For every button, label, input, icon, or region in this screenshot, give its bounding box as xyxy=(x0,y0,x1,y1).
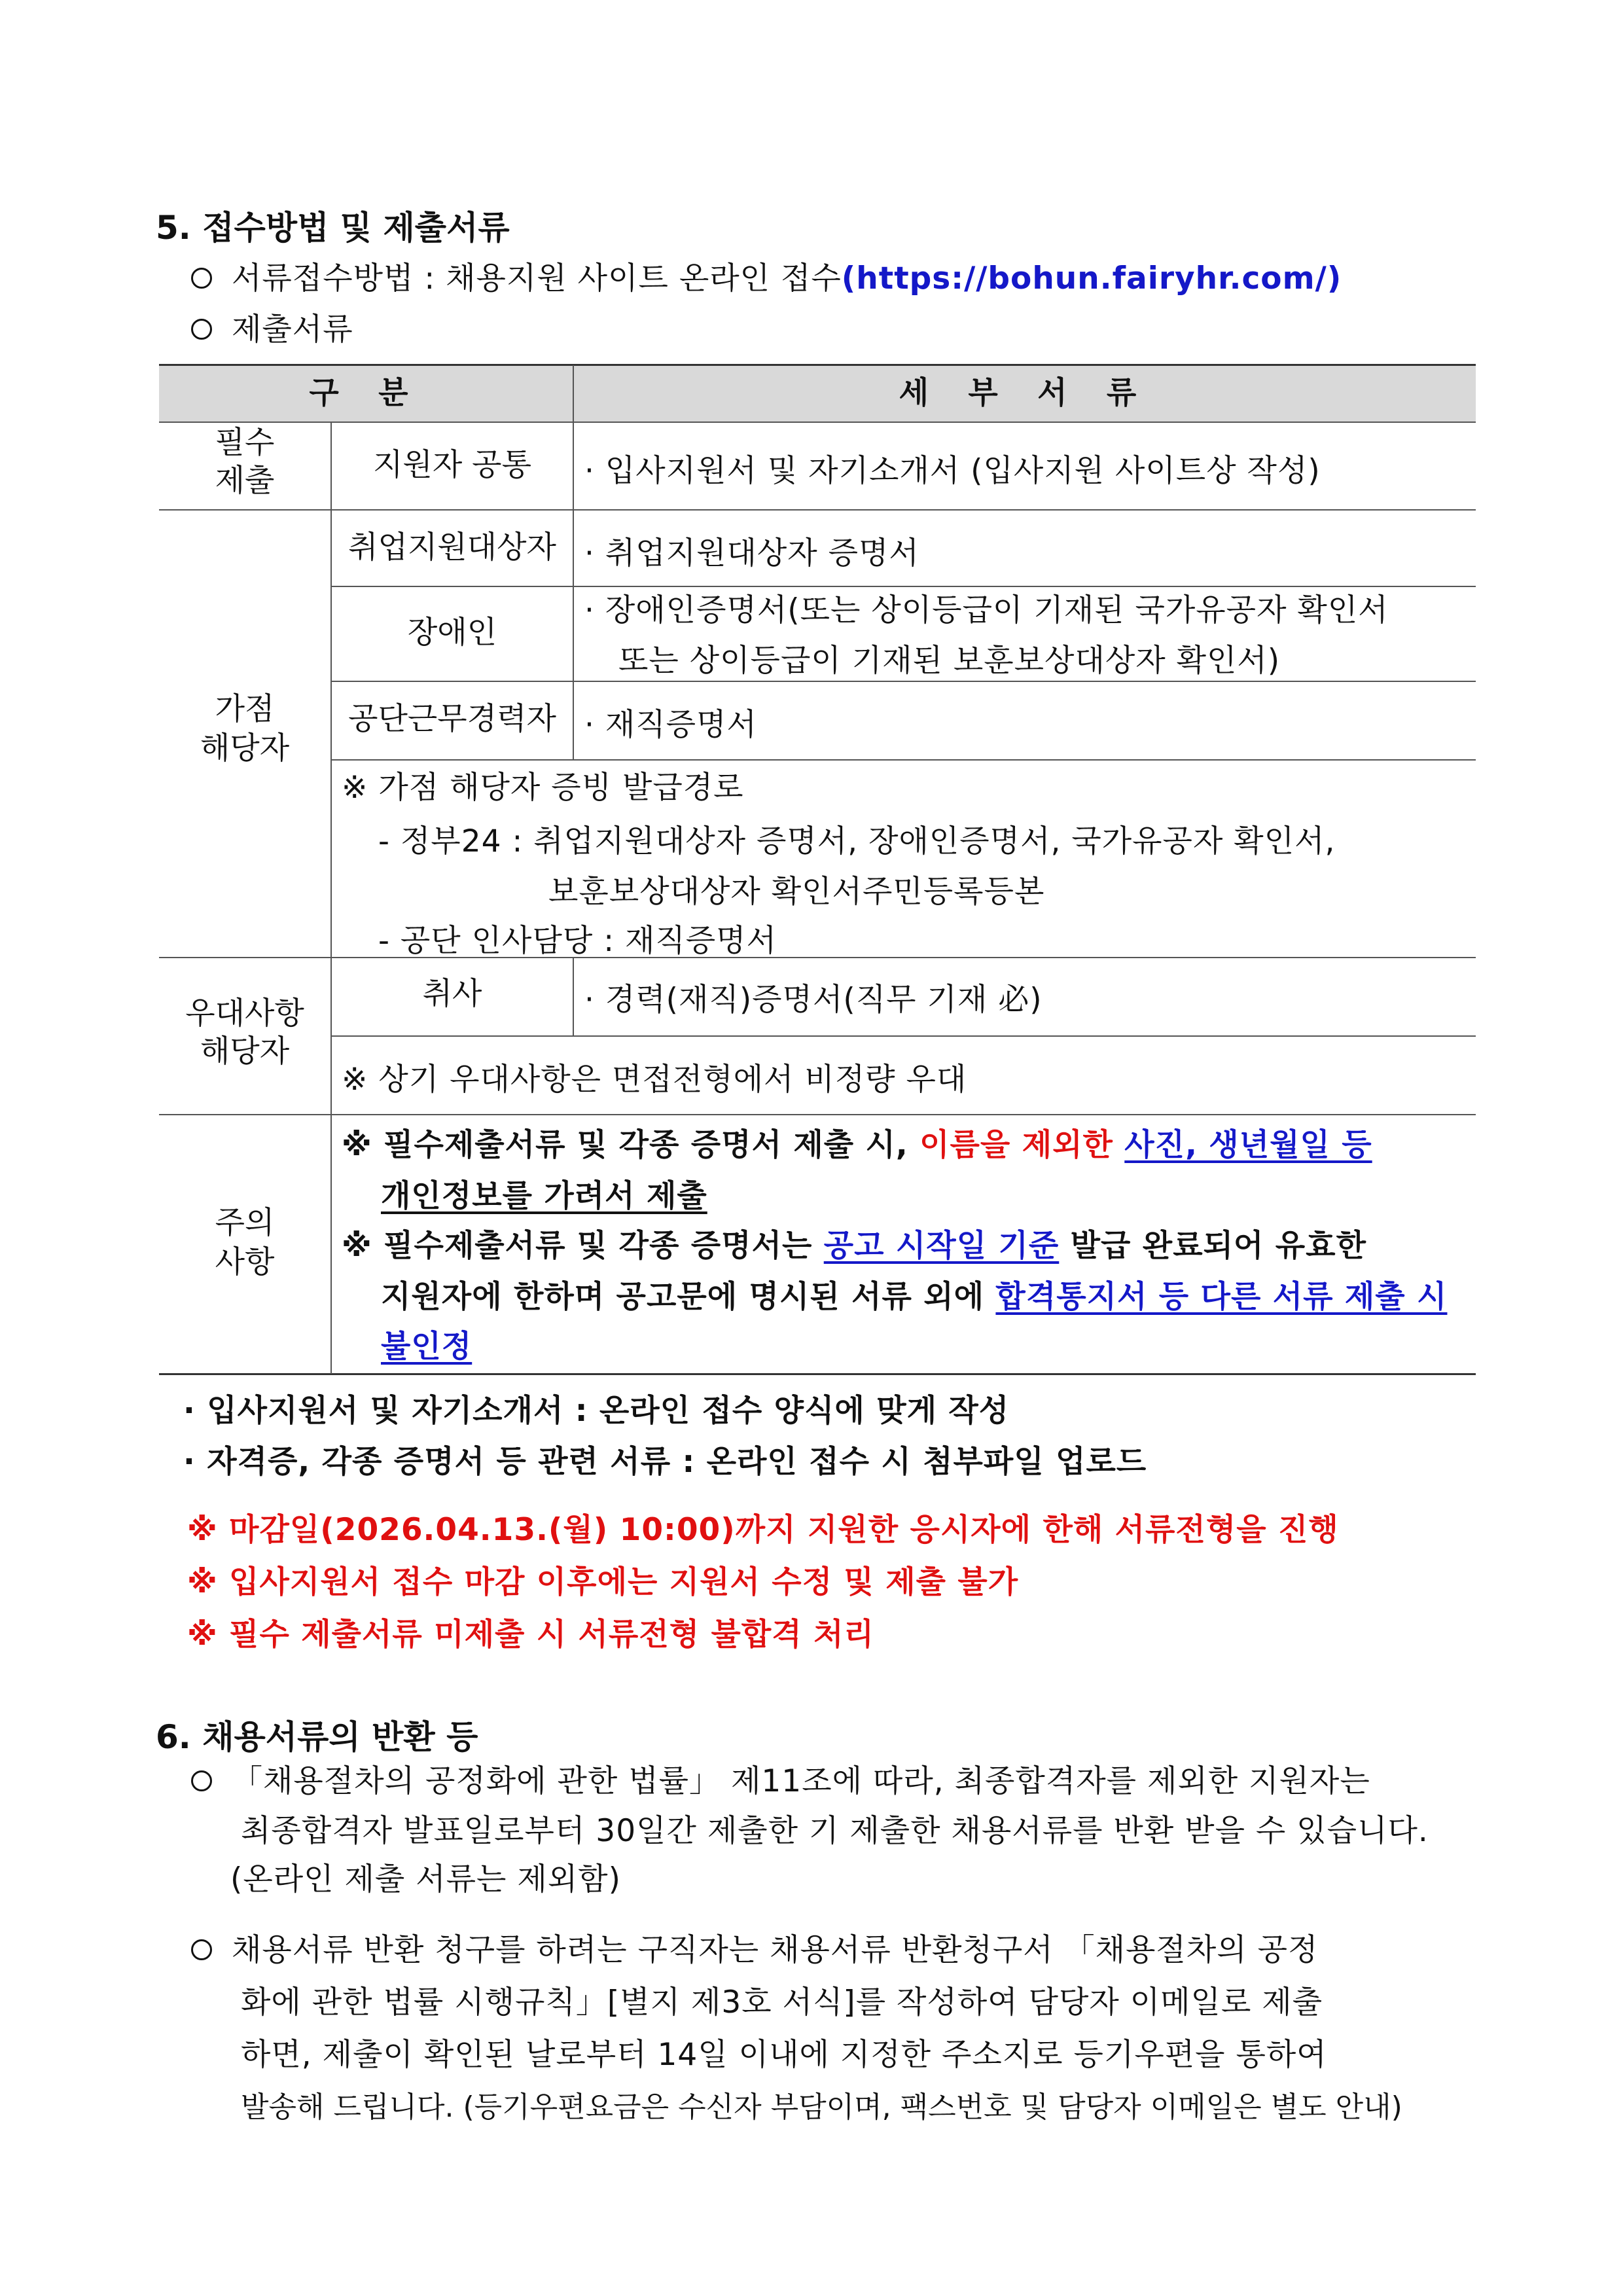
detail-application-form: · 입사지원서 및 자기소개서 (입사지원 사이트상 작성) xyxy=(584,453,1321,489)
caution-note2-line2 xyxy=(381,1272,1447,1316)
category-required-line2: 제출 xyxy=(215,463,275,499)
category-bonus-line2: 해당자 xyxy=(200,730,290,766)
category-caution-line2: 사항 xyxy=(215,1244,275,1280)
header-details: 세 부 서 류 xyxy=(899,375,1151,411)
circle-bullet-icon xyxy=(191,1770,212,1791)
caution2-text: ※ 필수제출서류 및 각종 증명서는 xyxy=(342,1228,824,1264)
return-paragraph-1 xyxy=(191,1761,1474,1901)
circle-bullet-icon xyxy=(191,268,212,289)
warning-no-edit: ※ 입사지원서 접수 마감 이후에는 지원서 수정 및 제출 불가 xyxy=(187,1564,1019,1600)
p1-line1: 「채용절차의 공정화에 관한 법률」 제11조에 따라, 최종합격자를 제외한 지원자는 xyxy=(232,1763,1370,1799)
circle-bullet-icon xyxy=(191,319,212,340)
p1-line3: (온라인 제출 서류는 제외함) xyxy=(230,1861,621,1897)
detail-disabled-line1: · 장애인증명서(또는 상이등급이 기재된 국가유공자 확인서 xyxy=(584,592,1389,628)
section6-title: 6. 채용서류의 반환 등 xyxy=(156,1718,478,1756)
bonus-note-line2: 보훈보상대상자 확인서주민등록등본 xyxy=(548,874,1045,910)
caution2-line2-blue-text: 합격통지서 등 다른 서류 제출 시 xyxy=(995,1279,1448,1315)
category-required-line1: 필수 xyxy=(215,425,275,461)
p1-line2: 최종합격자 발표일로부터 30일간 제출한 기 제출한 채용서류를 반환 받을 수 있습니다. xyxy=(241,1813,1429,1849)
header-category: 구 분 xyxy=(309,375,423,411)
p2-line1: 채용서류 반환 청구를 하려는 구직자는 채용서류 반환청구서 「채용절차의 공정 xyxy=(232,1932,1319,1968)
warning-disqualify: ※ 필수 제출서류 미제출 시 서류전형 불합격 처리 xyxy=(187,1617,874,1653)
detail-disabled-line2: 또는 상이등급이 기재된 보훈보상대상자 확인서) xyxy=(618,643,1281,679)
caution-note1-line1 xyxy=(342,1121,1372,1164)
circle-bullet-icon xyxy=(191,1939,212,1960)
method-url-link[interactable]: (https://bohun.fairyhr.com/) xyxy=(841,260,1342,296)
section5-title: 5. 접수방법 및 제출서류 xyxy=(156,209,510,247)
bullet-application-form: · 입사지원서 및 자기소개서 : 온라인 접수 양식에 맞게 작성 xyxy=(183,1393,1010,1429)
caution2-line3-text: 불인정 xyxy=(381,1329,473,1365)
bullet-certificates: · 자격증, 각종 증명서 등 관련 서류 : 온라인 접수 시 첨부파일 업로드 xyxy=(183,1444,1147,1480)
sub-applicant-common: 지원자 공통 xyxy=(373,447,531,483)
bonus-note-line3: - 공단 인사담당 : 재직증명서 xyxy=(378,923,777,959)
caution-note2-line3 xyxy=(381,1322,472,1366)
sub-cooking: 취사 xyxy=(422,976,482,1012)
category-preferential-line1: 우대사항 xyxy=(185,996,304,1031)
p2-line3: 하면, 제출이 확인된 날로부터 14일 이내에 지정한 주소지로 등기우편을 통하여 xyxy=(241,2037,1327,2073)
preferential-note: ※ 상기 우대사항은 면접전형에서 비정량 우대 xyxy=(342,1062,967,1098)
sub-agency-experience: 공단근무경력자 xyxy=(348,701,556,737)
category-bonus-line1: 가점 xyxy=(215,691,275,727)
p2-line4: 발송해 드립니다. (등기우편요금은 수신자 부담이며, 팩스번호 및 담당자 이메일은 별도 안내) xyxy=(241,2090,1402,2124)
category-preferential-line2: 해당자 xyxy=(200,1033,290,1069)
caution2-line2-text: 지원자에 한하며 공고문에 명시된 서류 외에 xyxy=(381,1279,996,1315)
sub-employment-support: 취업지원대상자 xyxy=(348,529,556,565)
detail-employment-certificate: · 재직증명서 xyxy=(584,707,757,743)
category-caution-line1: 주의 xyxy=(215,1205,275,1241)
caution1-line2-text: 개인정보를 가려서 제출 xyxy=(381,1178,707,1214)
method-label: 서류접수방법 : 채용지원 사이트 온라인 접수 xyxy=(232,260,842,296)
caution1-blue-text: 사진, 생년월일 등 xyxy=(1124,1127,1372,1163)
sub-disabled: 장애인 xyxy=(407,615,497,651)
bonus-note-line1: - 정부24 : 취업지원대상자 증명서, 장애인증명서, 국가유공자 확인서, xyxy=(378,823,1336,859)
docs-label: 제출서류 xyxy=(232,312,353,348)
caution-note1-line2 xyxy=(381,1172,707,1215)
return-paragraph-2 xyxy=(191,1929,1474,2128)
docs-line xyxy=(191,305,353,349)
method-line xyxy=(191,254,1342,298)
caution-note2-line1 xyxy=(342,1221,1366,1265)
caution1-red-text: 이름을 제외한 xyxy=(919,1127,1125,1163)
caution1-text: ※ 필수제출서류 및 각종 증명서 제출 시, xyxy=(342,1127,920,1163)
detail-career-certificate: · 경력(재직)증명서(직무 기재 必) xyxy=(584,982,1043,1018)
warning-deadline: ※ 마감일(2026.04.13.(월) 10:00)까지 지원한 응시자에 한해 서류전형을 진행 xyxy=(187,1512,1339,1548)
caution2-blue-text: 공고 시작일 기준 xyxy=(823,1228,1060,1264)
bonus-note-title: ※ 가점 해당자 증빙 발급경로 xyxy=(342,770,744,806)
detail-employment-support: · 취업지원대상자 증명서 xyxy=(584,535,919,571)
caution2-text-b: 발급 완료되어 유효한 xyxy=(1059,1228,1366,1264)
p2-line2: 화에 관한 법률 시행규칙」[별지 제3호 서식]를 작성하여 담당자 이메일로 제출 xyxy=(241,1984,1323,2020)
